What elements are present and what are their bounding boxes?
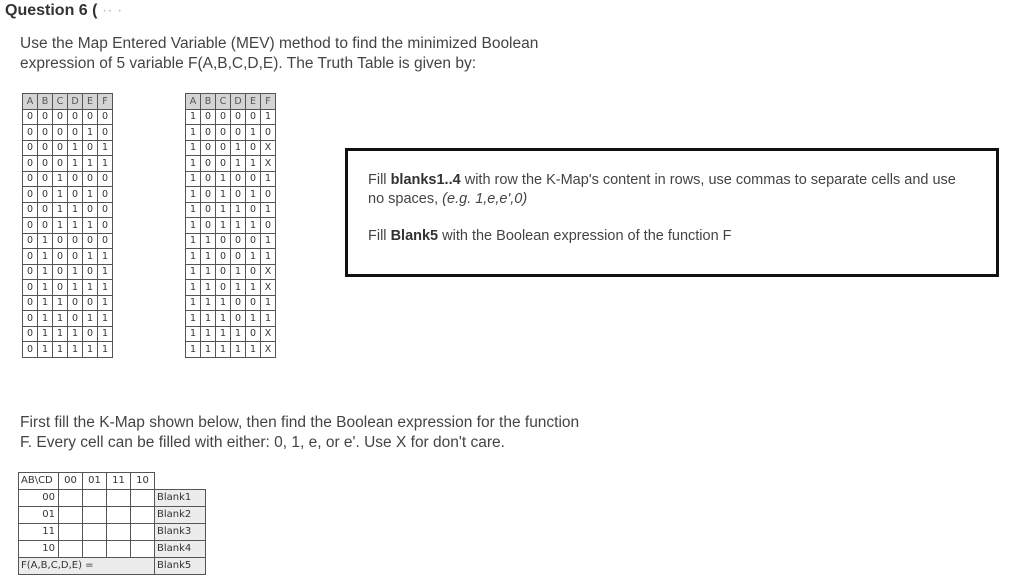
truth-table-cell: 1 xyxy=(98,156,113,172)
truth-table-header: E xyxy=(83,94,98,110)
truth-table-cell: 1 xyxy=(201,264,216,280)
truth-table-cell: 1 xyxy=(38,342,53,358)
kmap-row xyxy=(19,524,206,541)
truth-table-cell: 1 xyxy=(216,187,231,203)
truth-table-cell: 0 xyxy=(201,187,216,203)
truth-table-cell: 0 xyxy=(23,295,38,311)
truth-table-cell: 1 xyxy=(38,295,53,311)
truth-table-cell: 0 xyxy=(83,202,98,218)
truth-table-cell: 0 xyxy=(68,171,83,187)
truth-table-cell: 0 xyxy=(38,125,53,141)
truth-table-cell: 1 xyxy=(261,109,276,125)
truth-table-right xyxy=(185,93,276,358)
truth-table-cell: 1 xyxy=(261,202,276,218)
truth-table-cell: 0 xyxy=(23,156,38,172)
truth-table-cell: 1 xyxy=(201,249,216,265)
truth-table-cell: 1 xyxy=(98,295,113,311)
truth-table-cell: 0 xyxy=(261,125,276,141)
truth-table-cell: 1 xyxy=(216,218,231,234)
truth-table-cell: 0 xyxy=(38,202,53,218)
truth-table-row xyxy=(23,140,113,156)
truth-table-cell: 1 xyxy=(201,233,216,249)
kmap-cell[interactable] xyxy=(131,541,155,558)
truth-table-cell: 1 xyxy=(83,249,98,265)
truth-table-row xyxy=(186,311,276,327)
truth-table-cell: 1 xyxy=(53,342,68,358)
truth-table-cell: 0 xyxy=(23,233,38,249)
kmap-cell[interactable] xyxy=(59,541,83,558)
truth-table-cell: 1 xyxy=(261,311,276,327)
truth-table-cell: 0 xyxy=(201,140,216,156)
truth-table-cell: 0 xyxy=(201,171,216,187)
truth-table-cell: 0 xyxy=(246,140,261,156)
truth-table-cell: 1 xyxy=(186,342,201,358)
kmap-cell[interactable] xyxy=(59,507,83,524)
truth-table-cell: 0 xyxy=(23,326,38,342)
truth-table-cell: 1 xyxy=(53,171,68,187)
blank2-input[interactable]: Blank2 xyxy=(155,507,206,524)
truth-table-cell: 1 xyxy=(186,295,201,311)
kmap-row-label: 01 xyxy=(19,507,59,524)
truth-table-header: D xyxy=(231,94,246,110)
truth-table-cell: X xyxy=(261,280,276,296)
kmap-cell[interactable] xyxy=(107,541,131,558)
kmap-prompt: First fill the K-Map shown below, then find the Boolean expression for the function F. Every cell can be filled with either: 0, 1, e, or e'. Use X for don't care. xyxy=(20,414,580,451)
truth-table-cell: 0 xyxy=(68,233,83,249)
truth-table-cell: 1 xyxy=(246,218,261,234)
truth-table-cell: 1 xyxy=(98,342,113,358)
truth-table-cell: 1 xyxy=(231,140,246,156)
truth-table-cell: 0 xyxy=(246,171,261,187)
truth-table-row xyxy=(186,125,276,141)
truth-table-cell: 1 xyxy=(53,295,68,311)
truth-table-cell: 1 xyxy=(201,280,216,296)
truth-table-cell: 1 xyxy=(246,156,261,172)
truth-table-cell: 1 xyxy=(53,187,68,203)
truth-table-cell: 0 xyxy=(23,187,38,203)
truth-table-cell: 1 xyxy=(186,264,201,280)
truth-table-row xyxy=(186,171,276,187)
kmap-cell[interactable] xyxy=(131,507,155,524)
kmap-row xyxy=(19,541,206,558)
truth-table-cell: 0 xyxy=(38,156,53,172)
truth-table-cell: 1 xyxy=(261,233,276,249)
kmap-cell[interactable] xyxy=(59,490,83,507)
kmap-cell[interactable] xyxy=(59,524,83,541)
question-title: Question 6 ( ·· · xyxy=(5,2,123,19)
truth-table-cell: 1 xyxy=(231,280,246,296)
truth-table-cell: 1 xyxy=(83,342,98,358)
truth-table-cell: 0 xyxy=(83,295,98,311)
truth-table-header: E xyxy=(246,94,261,110)
truth-table-cell: 1 xyxy=(186,249,201,265)
truth-table-cell: X xyxy=(261,264,276,280)
truth-table-cell: 1 xyxy=(186,156,201,172)
truth-table-cell: 0 xyxy=(23,125,38,141)
truth-table-cell: 1 xyxy=(246,311,261,327)
truth-table-cell: 1 xyxy=(98,264,113,280)
truth-table-cell: 0 xyxy=(53,233,68,249)
truth-table-row xyxy=(186,326,276,342)
truth-table-cell: 1 xyxy=(68,264,83,280)
truth-table-cell: X xyxy=(261,140,276,156)
truth-table-cell: 0 xyxy=(23,264,38,280)
truth-table-cell: 0 xyxy=(38,109,53,125)
truth-table-cell: 1 xyxy=(231,202,246,218)
truth-table-cell: 1 xyxy=(98,249,113,265)
truth-table-row xyxy=(186,202,276,218)
truth-table-cell: 1 xyxy=(231,156,246,172)
kmap-row-label: 11 xyxy=(19,524,59,541)
truth-table-cell: 0 xyxy=(231,187,246,203)
truth-table-header: C xyxy=(216,94,231,110)
instructions-box xyxy=(345,148,999,277)
kmap-cell[interactable] xyxy=(83,541,107,558)
truth-table-header: F xyxy=(98,94,113,110)
truth-table-cell: 1 xyxy=(201,342,216,358)
truth-table-cell: 0 xyxy=(68,109,83,125)
truth-table-cell: 0 xyxy=(231,295,246,311)
truth-table-header: B xyxy=(201,94,216,110)
truth-table-cell: 1 xyxy=(216,295,231,311)
truth-table-cell: 1 xyxy=(216,202,231,218)
truth-table-cell: 1 xyxy=(231,264,246,280)
truth-table-row xyxy=(23,249,113,265)
truth-table-cell: 1 xyxy=(186,218,201,234)
truth-table-cell: 1 xyxy=(68,280,83,296)
truth-table-cell: 0 xyxy=(83,233,98,249)
truth-table-cell: 1 xyxy=(83,187,98,203)
truth-table-cell: 0 xyxy=(201,156,216,172)
kmap-row xyxy=(19,507,206,524)
kmap-col-header: 00 xyxy=(59,473,83,490)
truth-table-cell: 1 xyxy=(98,311,113,327)
truth-table-cell: 1 xyxy=(98,280,113,296)
truth-table-cell: 1 xyxy=(83,218,98,234)
truth-table-cell: X xyxy=(261,342,276,358)
truth-table-row xyxy=(23,171,113,187)
truth-table-cell: 0 xyxy=(53,156,68,172)
truth-table-cell: 0 xyxy=(98,109,113,125)
truth-table-cell: 0 xyxy=(98,171,113,187)
truth-table-cell: X xyxy=(261,156,276,172)
truth-table-cell: 0 xyxy=(23,140,38,156)
truth-table-cell: 0 xyxy=(23,218,38,234)
truth-table-row xyxy=(23,125,113,141)
truth-table-cell: 0 xyxy=(53,249,68,265)
truth-table-cell: 1 xyxy=(83,280,98,296)
truth-table-cell: 0 xyxy=(98,125,113,141)
truth-table-row xyxy=(186,342,276,358)
instruction-blanks-1-4: Fill blanks1..4 with row the K-Map's content in rows, use commas to separate cells and use no spaces, (e.g. 1,e,e',0) xyxy=(368,172,956,207)
truth-table-cell: 1 xyxy=(68,326,83,342)
truth-table-cell: 0 xyxy=(23,249,38,265)
truth-table-cell: 0 xyxy=(83,326,98,342)
truth-table-cell: 0 xyxy=(98,187,113,203)
truth-table-row xyxy=(186,187,276,203)
truth-table-cell: 1 xyxy=(216,342,231,358)
kmap-col-header: 10 xyxy=(131,473,155,490)
kmap-function-row xyxy=(19,558,206,575)
truth-table-header: A xyxy=(186,94,201,110)
truth-table-row xyxy=(23,109,113,125)
truth-table-left xyxy=(22,93,113,358)
kmap-cell[interactable] xyxy=(107,524,131,541)
truth-table-cell: 1 xyxy=(38,280,53,296)
kmap-cell[interactable] xyxy=(107,490,131,507)
truth-table-cell: 0 xyxy=(68,295,83,311)
truth-table-cell: 0 xyxy=(23,311,38,327)
truth-table-header-row xyxy=(186,94,276,110)
kmap-cell[interactable] xyxy=(131,490,155,507)
truth-table-cell: 0 xyxy=(38,187,53,203)
truth-table-cell: 0 xyxy=(201,202,216,218)
kmap-table xyxy=(18,472,206,575)
instruction-blank-5: Fill Blank5 with the Boolean expression of the function F xyxy=(368,228,732,244)
kmap-corner: AB\CD xyxy=(19,473,59,490)
truth-table-cell: 1 xyxy=(186,233,201,249)
truth-table-cell: 1 xyxy=(38,264,53,280)
faint-mark: ·· · xyxy=(101,2,123,19)
truth-table-cell: 1 xyxy=(201,311,216,327)
truth-table-cell: 1 xyxy=(38,249,53,265)
truth-table-cell: 1 xyxy=(201,295,216,311)
truth-table-header: D xyxy=(68,94,83,110)
truth-table-cell: 0 xyxy=(231,109,246,125)
truth-table-cell: 1 xyxy=(216,326,231,342)
truth-table-cell: 0 xyxy=(216,140,231,156)
truth-table-cell: 1 xyxy=(68,202,83,218)
truth-table-header: B xyxy=(38,94,53,110)
kmap-cell[interactable] xyxy=(131,524,155,541)
truth-table-row xyxy=(23,218,113,234)
truth-table-cell: 0 xyxy=(246,264,261,280)
truth-table-cell: 0 xyxy=(23,109,38,125)
truth-table-cell: 1 xyxy=(246,249,261,265)
truth-table-cell: 0 xyxy=(246,295,261,311)
truth-table-cell: 1 xyxy=(186,187,201,203)
truth-table-cell: 1 xyxy=(231,218,246,234)
truth-table-row xyxy=(23,280,113,296)
kmap-header-row xyxy=(19,473,206,490)
truth-table-cell: 1 xyxy=(38,233,53,249)
truth-table-header-row xyxy=(23,94,113,110)
truth-table-cell: 0 xyxy=(216,156,231,172)
truth-table-cell: 1 xyxy=(186,280,201,296)
truth-table-cell: 1 xyxy=(186,140,201,156)
truth-table-row xyxy=(186,140,276,156)
truth-table-row xyxy=(23,202,113,218)
kmap-col-header: 01 xyxy=(83,473,107,490)
truth-table-cell: 1 xyxy=(261,171,276,187)
truth-table-cell: 1 xyxy=(68,342,83,358)
truth-table-row xyxy=(186,249,276,265)
truth-table-cell: 0 xyxy=(201,218,216,234)
truth-table-row xyxy=(23,156,113,172)
truth-table-cell: 1 xyxy=(186,202,201,218)
truth-table-cell: 1 xyxy=(246,125,261,141)
truth-table-cell: 0 xyxy=(68,249,83,265)
truth-table-cell: 0 xyxy=(231,171,246,187)
truth-table-cell: 0 xyxy=(201,109,216,125)
truth-table-cell: 0 xyxy=(23,202,38,218)
truth-table-cell: 1 xyxy=(216,311,231,327)
truth-table-header: F xyxy=(261,94,276,110)
truth-table-cell: 0 xyxy=(261,218,276,234)
truth-table-cell: 0 xyxy=(246,326,261,342)
truth-table-cell: 0 xyxy=(38,171,53,187)
truth-table-cell: 1 xyxy=(68,156,83,172)
truth-table-row xyxy=(186,218,276,234)
truth-table-cell: 1 xyxy=(83,125,98,141)
blank5-input[interactable]: Blank5 xyxy=(155,558,206,575)
question-prompt: Use the Map Entered Variable (MEV) method to find the minimized Boolean expression of 5 variable F(A,B,C,D,E). The Truth Table is given by: xyxy=(20,35,539,72)
truth-table-cell: X xyxy=(261,326,276,342)
truth-table-cell: 0 xyxy=(231,249,246,265)
truth-table-cell: 1 xyxy=(261,249,276,265)
truth-table-row xyxy=(186,109,276,125)
truth-table-cell: 1 xyxy=(98,140,113,156)
truth-table-cell: 1 xyxy=(246,280,261,296)
function-label: F(A,B,C,D,E) = xyxy=(19,558,155,575)
kmap-row-label: 10 xyxy=(19,541,59,558)
truth-table-cell: 1 xyxy=(186,109,201,125)
kmap-row xyxy=(19,490,206,507)
truth-table-cell: 0 xyxy=(23,280,38,296)
truth-table-cell: 1 xyxy=(98,326,113,342)
truth-table-cell: 1 xyxy=(201,326,216,342)
truth-table-row xyxy=(186,295,276,311)
truth-table-cell: 1 xyxy=(53,202,68,218)
truth-table-cell: 1 xyxy=(246,342,261,358)
truth-table-cell: 1 xyxy=(68,218,83,234)
truth-table-row xyxy=(186,280,276,296)
truth-table-cell: 0 xyxy=(216,125,231,141)
truth-table-cell: 0 xyxy=(216,264,231,280)
blank3-input[interactable]: Blank3 xyxy=(155,524,206,541)
truth-table-cell: 0 xyxy=(23,171,38,187)
truth-table-cell: 0 xyxy=(246,109,261,125)
truth-table-cell: 1 xyxy=(186,311,201,327)
truth-table-cell: 0 xyxy=(216,249,231,265)
truth-table-row xyxy=(23,311,113,327)
kmap-cell[interactable] xyxy=(83,524,107,541)
truth-table-row xyxy=(186,264,276,280)
truth-table-cell: 1 xyxy=(83,156,98,172)
truth-table-row xyxy=(23,342,113,358)
truth-table-row xyxy=(23,187,113,203)
truth-table-cell: 1 xyxy=(38,326,53,342)
truth-table-cell: 0 xyxy=(231,125,246,141)
truth-table-cell: 0 xyxy=(83,109,98,125)
truth-table-row xyxy=(23,326,113,342)
truth-table-row xyxy=(186,156,276,172)
truth-table-cell: 1 xyxy=(186,326,201,342)
truth-table-row xyxy=(23,295,113,311)
truth-table-cell: 1 xyxy=(53,326,68,342)
truth-table-cell: 0 xyxy=(216,233,231,249)
truth-table-cell: 0 xyxy=(53,140,68,156)
truth-table-cell: 1 xyxy=(83,311,98,327)
truth-table-cell: 0 xyxy=(231,233,246,249)
truth-table-cell: 0 xyxy=(261,187,276,203)
truth-table-header: C xyxy=(53,94,68,110)
truth-table-cell: 0 xyxy=(98,233,113,249)
truth-table-cell: 0 xyxy=(83,140,98,156)
truth-table-cell: 1 xyxy=(68,140,83,156)
truth-table-cell: 1 xyxy=(231,342,246,358)
truth-table-cell: 0 xyxy=(83,264,98,280)
truth-table-cell: 1 xyxy=(261,295,276,311)
truth-table-cell: 0 xyxy=(53,109,68,125)
truth-table-cell: 0 xyxy=(53,280,68,296)
truth-table-cell: 0 xyxy=(23,342,38,358)
truth-table-header: A xyxy=(23,94,38,110)
truth-table-cell: 0 xyxy=(216,109,231,125)
truth-table-cell: 0 xyxy=(98,218,113,234)
truth-table-cell: 0 xyxy=(246,202,261,218)
truth-table-cell: 0 xyxy=(38,218,53,234)
kmap-cell[interactable] xyxy=(83,507,107,524)
kmap-col-header: 11 xyxy=(107,473,131,490)
truth-table-cell: 1 xyxy=(216,171,231,187)
truth-table-row xyxy=(23,233,113,249)
blank1-input[interactable]: Blank1 xyxy=(155,490,206,507)
truth-table-cell: 0 xyxy=(68,125,83,141)
truth-table-cell: 0 xyxy=(53,264,68,280)
truth-table-cell: 1 xyxy=(53,311,68,327)
truth-table-cell: 0 xyxy=(68,187,83,203)
kmap-cell[interactable] xyxy=(83,490,107,507)
truth-table-cell: 0 xyxy=(68,311,83,327)
truth-table-cell: 0 xyxy=(98,202,113,218)
truth-table-cell: 0 xyxy=(246,233,261,249)
truth-table-cell: 1 xyxy=(38,311,53,327)
truth-table-cell: 0 xyxy=(216,280,231,296)
truth-table-cell: 0 xyxy=(83,171,98,187)
truth-table-cell: 0 xyxy=(53,125,68,141)
blank4-input[interactable]: Blank4 xyxy=(155,541,206,558)
truth-table-row xyxy=(186,233,276,249)
truth-table-cell: 0 xyxy=(201,125,216,141)
truth-table-cell: 0 xyxy=(231,311,246,327)
truth-table-cell: 1 xyxy=(186,171,201,187)
truth-table-cell: 1 xyxy=(53,218,68,234)
truth-table-row xyxy=(23,264,113,280)
truth-table-cell: 0 xyxy=(38,140,53,156)
truth-table-cell: 1 xyxy=(231,326,246,342)
kmap-cell[interactable] xyxy=(107,507,131,524)
kmap-row-label: 00 xyxy=(19,490,59,507)
truth-table-cell: 1 xyxy=(246,187,261,203)
truth-table-cell: 1 xyxy=(186,125,201,141)
